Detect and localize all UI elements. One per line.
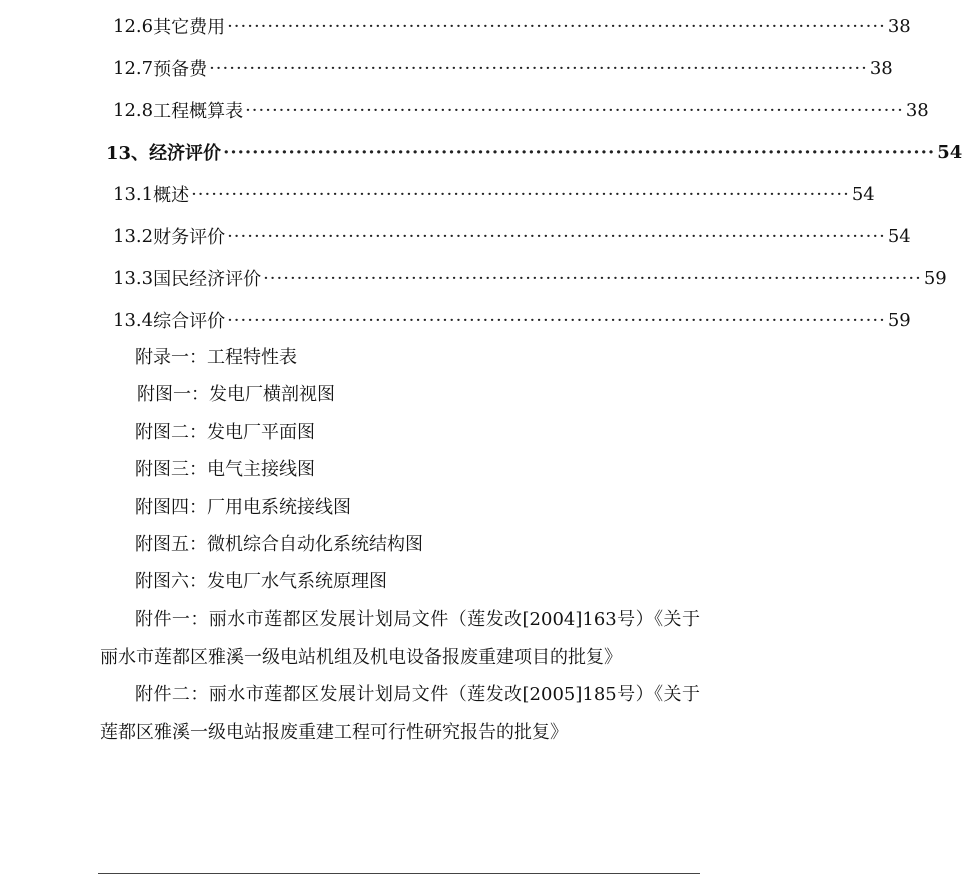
toc-leader: ·································································································· bbox=[263, 267, 922, 289]
toc-leader: ·································································································· bbox=[227, 309, 886, 331]
appendix-item: 附图六：发电厂水气系统原理图 bbox=[135, 571, 387, 592]
toc-entry[interactable] bbox=[113, 179, 875, 209]
toc-entry[interactable] bbox=[113, 95, 929, 125]
appendix-item: 附图三：电气主接线图 bbox=[135, 459, 315, 480]
toc-leader: ·································································································· bbox=[227, 225, 886, 247]
toc-leader: ·································································································· bbox=[223, 141, 936, 163]
toc-leader: ·································································································· bbox=[191, 183, 850, 205]
toc-title: 工程概算表 bbox=[153, 101, 244, 122]
toc-page: 38 bbox=[869, 57, 893, 79]
toc-number: 13.1 bbox=[113, 183, 154, 205]
toc-number: 13.3 bbox=[113, 267, 154, 289]
toc-entry[interactable] bbox=[113, 221, 911, 251]
appendix-item: 附图一：发电厂横剖视图 bbox=[137, 384, 335, 405]
appendix-item: 附录一：工程特性表 bbox=[135, 347, 297, 368]
page-bottom-rule bbox=[98, 873, 700, 874]
appendix-item: 附图四：厂用电系统接线图 bbox=[135, 497, 351, 518]
toc-leader: ·································································································· bbox=[245, 99, 904, 121]
toc-page: 38 bbox=[887, 15, 911, 37]
toc-page: 38 bbox=[905, 99, 929, 121]
toc-page: 59 bbox=[923, 267, 947, 289]
toc-number: 12.7 bbox=[113, 57, 154, 79]
toc-number: 12.8 bbox=[113, 99, 154, 121]
toc-page: 54 bbox=[937, 141, 962, 163]
appendix-item: 附图二：发电厂平面图 bbox=[135, 422, 315, 443]
attachment-paragraph: 附件一：丽水市莲都区发展计划局文件（莲发改[2004]163号）《关于丽水市莲都区雅溪一级电站机组及机电设备报废重建项目的批复》 bbox=[100, 609, 700, 668]
toc-title: 其它费用 bbox=[153, 17, 226, 38]
toc-number: 12.6 bbox=[113, 15, 154, 37]
toc-number: 13.4 bbox=[113, 309, 154, 331]
toc-entry[interactable] bbox=[113, 305, 911, 335]
toc-leader: ·································································································· bbox=[227, 15, 886, 37]
toc-number: 13.2 bbox=[113, 225, 154, 247]
toc-title: 综合评价 bbox=[153, 311, 226, 332]
toc-entry[interactable] bbox=[113, 263, 947, 293]
toc-number: 13、 bbox=[106, 143, 150, 164]
toc-title: 国民经济评价 bbox=[153, 269, 262, 290]
toc-entry[interactable] bbox=[113, 11, 911, 41]
attachment-paragraph: 附件二：丽水市莲都区发展计划局文件（莲发改[2005]185号）《关于莲都区雅溪一级电站报废重建工程可行性研究报告的批复》 bbox=[100, 684, 700, 743]
toc-title: 经济评价 bbox=[149, 143, 222, 164]
toc-leader: ·································································································· bbox=[209, 57, 868, 79]
toc-title: 概述 bbox=[153, 185, 190, 206]
toc-page: 54 bbox=[887, 225, 911, 247]
toc-title: 财务评价 bbox=[153, 227, 226, 248]
toc-entry[interactable] bbox=[113, 53, 893, 83]
toc-page: 54 bbox=[851, 183, 875, 205]
toc-title: 预备费 bbox=[153, 59, 208, 80]
appendix-item: 附图五：微机综合自动化系统结构图 bbox=[135, 534, 423, 555]
toc-page: 59 bbox=[887, 309, 911, 331]
toc-entry[interactable] bbox=[106, 137, 962, 167]
